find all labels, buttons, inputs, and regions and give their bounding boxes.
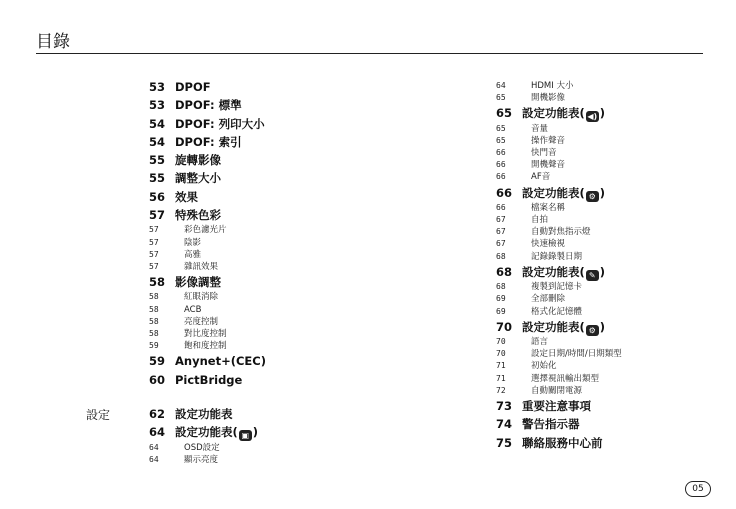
- toc-entry-label: 聯絡服務中心前: [522, 435, 603, 450]
- setting3-icon: ⚙: [586, 325, 599, 336]
- toc-entry-label: 設定功能表( ▣ ): [175, 425, 259, 441]
- toc-entry[interactable]: [149, 423, 379, 441]
- toc-subentry[interactable]: [496, 202, 716, 214]
- toc-subentry[interactable]: [496, 348, 716, 360]
- toc-entry-label: 設定功能表( ⚙ ): [522, 185, 606, 201]
- toc-entry-label: 對比度控制: [184, 328, 227, 339]
- section-label-settings: 設定: [86, 408, 111, 422]
- toc-page-number: 69: [496, 306, 506, 316]
- toc-entry-label: 雜訊效果: [184, 261, 219, 272]
- toc-page-number: 58: [149, 328, 159, 338]
- toc-column-right: [496, 80, 716, 452]
- toc-page-number: 66: [496, 172, 506, 182]
- toc-page-number: 71: [496, 361, 506, 371]
- toc-entry[interactable]: [149, 206, 379, 224]
- toc-subentry[interactable]: [496, 336, 716, 348]
- toc-entry[interactable]: [496, 434, 716, 452]
- toc-subentry[interactable]: [149, 328, 379, 340]
- toc-page-number: 64: [149, 425, 166, 440]
- toc-entry-label: 操作聲音: [531, 135, 566, 146]
- toc-entry[interactable]: [149, 169, 379, 187]
- toc-entry[interactable]: [496, 263, 716, 281]
- toc-page-number: 55: [149, 171, 166, 186]
- toc-column-left-top: [149, 78, 379, 389]
- toc-page-number: 68: [496, 251, 506, 261]
- toc-entry[interactable]: [496, 397, 716, 415]
- toc-entry-label: Anynet+(CEC): [175, 354, 266, 369]
- toc-entry-label: 設定功能表( ✎ ): [522, 264, 606, 280]
- toc-entry-label: 全部刪除: [531, 294, 566, 305]
- toc-page-number: 65: [496, 93, 506, 103]
- toc-entry-label: 高雅: [184, 249, 202, 260]
- toc-entry[interactable]: [149, 405, 379, 423]
- toc-entry[interactable]: [149, 78, 379, 96]
- toc-entry-label: 效果: [175, 189, 198, 204]
- toc-page-number: 59: [149, 341, 159, 351]
- toc-page-number: 54: [149, 134, 166, 149]
- toc-page-number: 68: [496, 282, 506, 292]
- toc-entry-label: 複製到記憶卡: [531, 282, 583, 293]
- toc-page-number: 62: [149, 407, 166, 421]
- toc-entry-label: 陰影: [184, 237, 202, 248]
- toc-page-number: 54: [149, 116, 166, 131]
- toc-subentry[interactable]: [496, 226, 716, 238]
- toc-subentry[interactable]: [496, 135, 716, 147]
- toc-subentry[interactable]: [496, 385, 716, 397]
- toc-entry-label: 設定功能表( ◀) ): [522, 106, 606, 122]
- toc-entry-label: 特殊色彩: [175, 208, 221, 223]
- toc-page-number: 57: [149, 237, 159, 247]
- setting1-icon: ⚙: [586, 191, 599, 202]
- toc-entry-label: OSD設定: [184, 442, 220, 453]
- toc-entry[interactable]: [496, 415, 716, 433]
- toc-entry-label: 開機聲音: [531, 160, 566, 171]
- toc-entry-label: 顯示亮度: [184, 454, 219, 465]
- toc-page-number: 70: [496, 319, 513, 334]
- toc-page-number: 53: [149, 98, 166, 113]
- setting2-icon: ✎: [586, 270, 599, 281]
- toc-entry[interactable]: [149, 96, 379, 114]
- page-title: 目錄: [36, 32, 70, 52]
- toc-subentry[interactable]: [496, 147, 716, 159]
- toc-page-number: 66: [496, 202, 506, 212]
- toc-entry[interactable]: [149, 352, 379, 370]
- toc-entry[interactable]: [149, 115, 379, 133]
- toc-subentry[interactable]: [149, 249, 379, 261]
- toc-page-number: 66: [496, 160, 506, 170]
- sound-icon: ◀): [587, 112, 598, 122]
- display-icon: ▣: [239, 430, 252, 441]
- toc-page-number: 74: [496, 417, 513, 432]
- toc-entry-label: 自動對焦指示燈: [531, 227, 591, 238]
- toc-entry-label: 快門音: [531, 148, 557, 159]
- toc-page-number: 72: [496, 385, 506, 395]
- toc-subentry[interactable]: [496, 360, 716, 372]
- toc-entry-label: 語言: [531, 337, 549, 347]
- toc-entry-label: 旋轉影像: [175, 153, 221, 168]
- toc-subentry[interactable]: [496, 171, 716, 183]
- toc-entry[interactable]: [149, 273, 379, 291]
- toc-page-number: 68: [496, 264, 513, 279]
- toc-entry[interactable]: [149, 133, 379, 151]
- toc-entry-label: AF音: [531, 172, 551, 183]
- toc-entry-label: 選擇視訊輸出類型: [531, 373, 600, 384]
- toc-subentry[interactable]: [149, 316, 379, 328]
- page-number: 05: [685, 481, 711, 497]
- toc-page-number: 55: [149, 153, 166, 168]
- toc-entry[interactable]: [496, 184, 716, 202]
- toc-subentry[interactable]: [149, 442, 379, 454]
- toc-entry-label: 重要注意事項: [522, 398, 591, 413]
- toc-page-number: 67: [496, 239, 506, 249]
- toc-page-number: 66: [496, 148, 506, 158]
- toc-page-number: 57: [149, 261, 159, 271]
- toc-entry[interactable]: [149, 188, 379, 206]
- toc-page-number: 57: [149, 208, 166, 223]
- toc-entry[interactable]: [496, 104, 716, 122]
- toc-entry-label: 初始化: [531, 361, 557, 372]
- toc-subentry[interactable]: [149, 224, 379, 236]
- toc-entry-label: DPOF: 索引: [175, 134, 242, 149]
- toc-subentry[interactable]: [149, 304, 379, 316]
- toc-page-number: 65: [496, 106, 513, 121]
- toc-page-number: 58: [149, 316, 159, 326]
- toc-page-number: 58: [149, 275, 166, 290]
- toc-subentry[interactable]: [496, 123, 716, 135]
- toc-entry[interactable]: [149, 371, 379, 389]
- toc-entry-label: 設定功能表( ⚙ ): [522, 319, 606, 335]
- toc-page-number: 64: [496, 81, 506, 90]
- toc-entry-label: 自拍: [531, 215, 549, 226]
- toc-entry-label: 音量: [531, 123, 549, 134]
- toc-page-number: 73: [496, 398, 513, 413]
- toc-subentry[interactable]: [496, 92, 716, 104]
- toc-subentry[interactable]: [149, 291, 379, 303]
- toc-entry-label: DPOF: 標準: [175, 98, 242, 113]
- toc-entry-label: 飽和度控制: [184, 341, 227, 352]
- toc-entry-label: 設定功能表: [175, 407, 233, 421]
- toc-entry-label: 設定日期/時間/日期類型: [531, 349, 622, 360]
- toc-page-number: 65: [496, 123, 506, 133]
- toc-entry-label: PictBridge: [175, 372, 243, 387]
- toc-page-number: 67: [496, 215, 506, 225]
- toc-subentry[interactable]: [149, 237, 379, 249]
- toc-page-number: 58: [149, 292, 159, 302]
- toc-subentry[interactable]: [496, 80, 716, 92]
- toc-page-number: 64: [149, 454, 159, 464]
- toc-column-left-bottom: [149, 405, 379, 466]
- title-divider: [36, 53, 703, 54]
- toc-page-number: 56: [149, 189, 166, 204]
- toc-page-number: 57: [149, 249, 159, 259]
- toc-entry-label: 自動關閉電源: [531, 385, 583, 396]
- toc-page-number: 60: [149, 372, 166, 387]
- toc-page-number: 64: [149, 442, 159, 452]
- toc-entry-label: 警告指示器: [522, 417, 580, 432]
- toc-entry-label: 調整大小: [175, 171, 221, 186]
- toc-subentry[interactable]: [496, 251, 716, 263]
- toc-subentry[interactable]: [149, 340, 379, 352]
- toc-page-number: 57: [149, 225, 159, 235]
- toc-subentry[interactable]: [496, 293, 716, 305]
- toc-subentry[interactable]: [496, 281, 716, 293]
- toc-subentry[interactable]: [496, 214, 716, 226]
- toc-page-number: 58: [149, 304, 159, 314]
- toc-subentry[interactable]: [496, 238, 716, 250]
- toc-subentry[interactable]: [496, 159, 716, 171]
- toc-entry-label: 亮度控制: [184, 316, 219, 327]
- toc-entry-label: HDMI 大小: [531, 81, 574, 91]
- toc-entry-label: ACB: [184, 304, 202, 315]
- toc-entry-label: 記錄錄製日期: [531, 251, 583, 262]
- toc-page-number: 65: [496, 135, 506, 145]
- toc-entry-label: DPOF: 列印大小: [175, 116, 265, 131]
- toc-page-number: 67: [496, 227, 506, 237]
- toc-subentry[interactable]: [496, 373, 716, 385]
- toc-entry-label: 檔案名稱: [531, 202, 566, 213]
- toc-page-number: 70: [496, 337, 506, 346]
- toc-subentry[interactable]: [149, 454, 379, 466]
- toc-page-number: 53: [149, 80, 166, 94]
- toc-page-number: 59: [149, 354, 166, 369]
- toc-entry-label: 格式化記憶體: [531, 306, 583, 317]
- toc-page-number: 69: [496, 294, 506, 304]
- toc-entry-label: 影像調整: [175, 275, 221, 290]
- toc-entry-label: 快速檢視: [531, 239, 566, 250]
- toc-entry-label: 彩色濾光片: [184, 225, 227, 236]
- toc-entry-label: 開機影像: [531, 93, 566, 104]
- toc-entry-label: 紅眼消除: [184, 292, 219, 303]
- toc-entry-label: DPOF: [175, 80, 211, 94]
- toc-entry[interactable]: [149, 151, 379, 169]
- toc-entry[interactable]: [496, 318, 716, 336]
- toc-page-number: 75: [496, 435, 513, 450]
- toc-subentry[interactable]: [149, 261, 379, 273]
- toc-page-number: 71: [496, 373, 506, 383]
- toc-page-number: 66: [496, 185, 513, 200]
- toc-page-number: 70: [496, 349, 506, 359]
- toc-subentry[interactable]: [496, 306, 716, 318]
